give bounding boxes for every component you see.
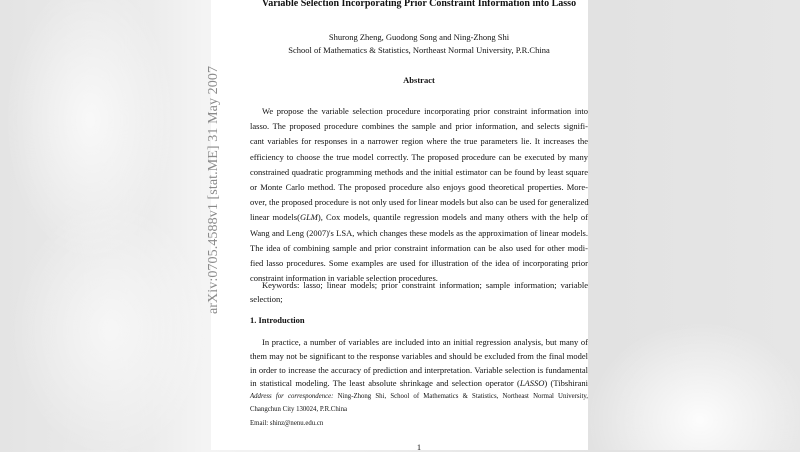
text-line: Keywords: lasso; linear models; prior constraint information; sample information; variable: [262, 280, 588, 290]
text-line: or Monte Carlo method. The proposed procedure also enjoys good theoretical properties. More-: [250, 182, 588, 192]
footnote-address-line2: Changchun City 130024, P.R.China: [250, 406, 348, 413]
arxiv-stamp: arXiv:0705.4588v1 [stat.ME] 31 May 2007: [206, 65, 221, 315]
text-line: constraint information in variable selection procedures.: [250, 273, 438, 284]
text-line: constrained quadratic programming methods and the initial estimator can be found by least square: [250, 166, 588, 177]
text-line: in order to increase the accuracy of prediction and interpretation. Variable selection is fundamental: [250, 364, 588, 375]
text-line: The idea of combining sample and prior constraint information can be also used for other modi-: [250, 242, 588, 253]
text-line: in statistical modeling. The least absolute shrinkage and selection operator (LASSO) (Tibshirani: [250, 378, 588, 389]
text-line: efficiency to choose the true model correctly. The proposed procedure can be executed by many: [250, 151, 588, 162]
address-label: Address for correspondence:: [250, 393, 334, 400]
abstract-heading: Abstract: [403, 75, 435, 85]
text-line: them may not be significant to the response variables and should be excluded from the final model: [250, 350, 588, 361]
footnote-address: [250, 392, 588, 402]
text-line: cant variables for responses in a narrower region where the true parameters lie. It increases the: [250, 136, 588, 147]
authors: Shurong Zheng, Guodong Song and Ning-Zhong Shi: [328, 32, 510, 42]
affiliation: School of Mathematics & Statistics, Northeast Normal University, P.R.China: [288, 45, 550, 55]
footnote-email: Email: shinz@nenu.edu.cn: [250, 420, 324, 427]
text-line: linear models(GLM), Cox models, quantile regression models and many others with the help of: [250, 212, 589, 223]
text-line: Wang and Leng (2007)'s LSA, which changes these models as the approximation of linear models.: [250, 227, 588, 238]
page-number: 1: [416, 442, 422, 452]
section-heading-introduction: 1. Introduction: [250, 315, 305, 325]
text-line: lasso. The proposed procedure combines the sample and prior information, and selects signifi-: [250, 121, 588, 132]
text-line: over, the proposed procedure is not only used for linear models but also can be used for generalized: [250, 197, 589, 208]
text-line: selection;: [250, 293, 283, 304]
paper-title: Variable Selection Incorporating Prior Constraint Information into Lasso: [261, 0, 577, 9]
text-line: We propose the variable selection procedure incorporating prior constraint information into: [262, 106, 588, 116]
text-line: fied lasso procedures. Some examples are used for illustration of the idea of incorporating prior: [250, 258, 588, 268]
text-line: In practice, a number of variables are included into an initial regression analysis, but many of: [262, 337, 588, 347]
address-text: Ning-Zhong Shi, School of Mathematics & Statistics, Northeast Normal University,: [337, 393, 589, 400]
